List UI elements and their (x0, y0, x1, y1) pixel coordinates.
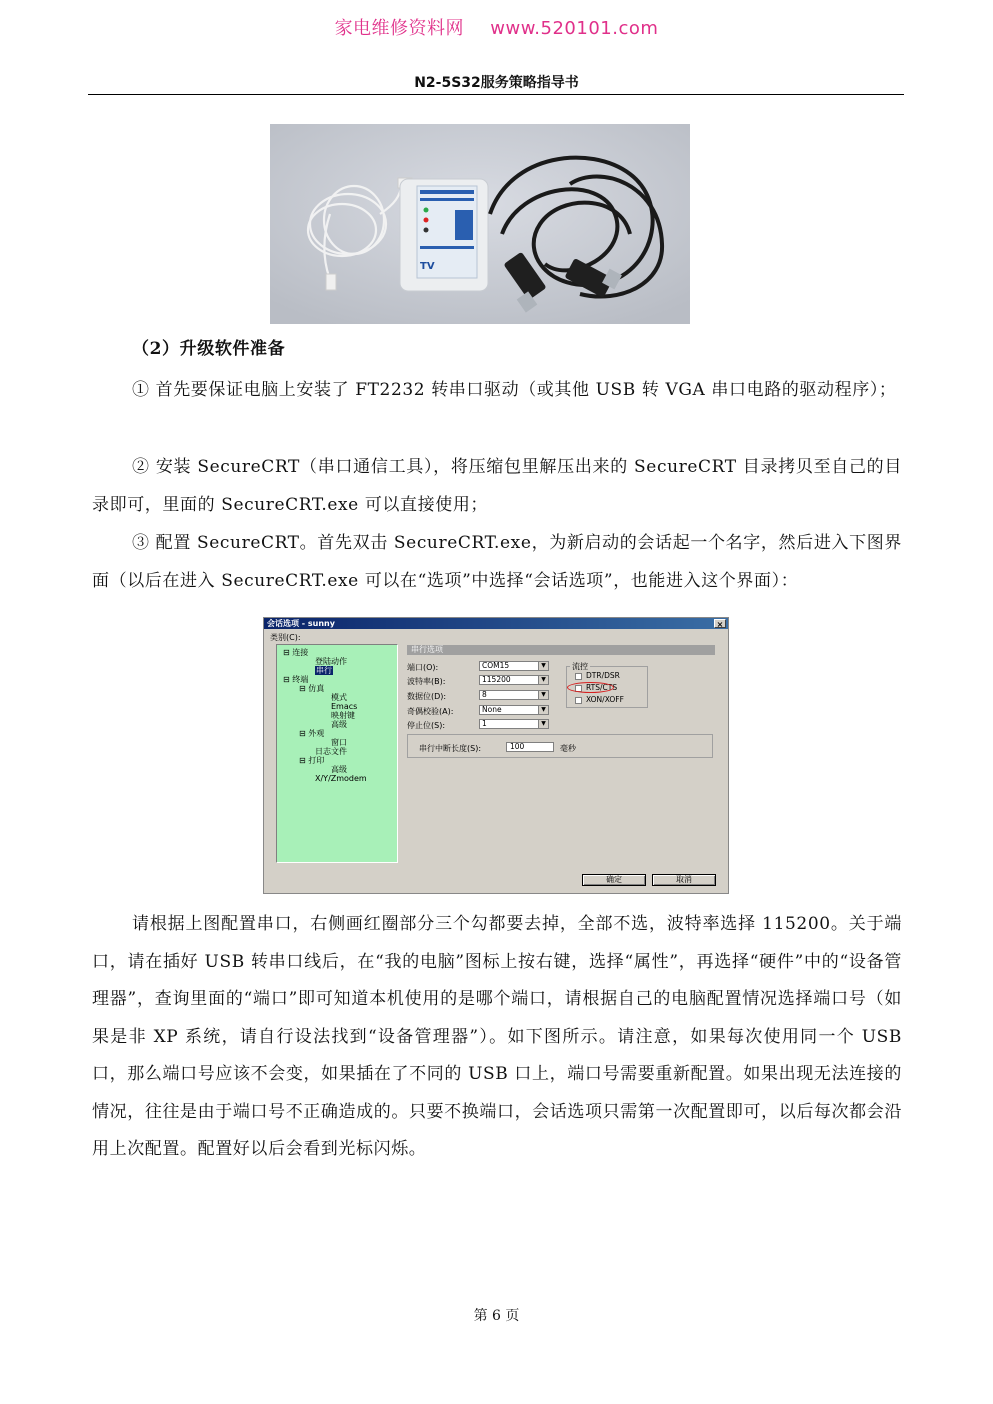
tree-item-window[interactable]: 窗口 (331, 738, 347, 747)
port-select[interactable]: COM15 ▼ (479, 661, 549, 671)
paragraph-step-2-text: ② 安装 SecureCRT（串口通信工具），将压缩包里解压出来的 SecureCRT 目录拷贝至自己的目录即可，里面的 SecureCRT.exe 可以直接使用； (92, 457, 902, 515)
dialog-title-bar (264, 618, 728, 629)
paragraph-step-3-text: ③ 配置 SecureCRT。首先双击 SecureCRT.exe，为新启动的会话起一个名字，然后进入下图界面（以后在进入 SecureCRT.exe 可以在“选项”中选择“会话选项”，也能进入这个界面）： (92, 533, 902, 591)
category-label: 类别(C): (270, 633, 301, 642)
paragraph-step-1-text: ① 首先要保证电脑上安装了 FT2232 转串口驱动（或其他 USB 转 VGA 串口电路的驱动程序）； (132, 380, 897, 400)
tree-item-terminal[interactable]: ⊟ 终端 (283, 675, 309, 684)
paragraph-serial-instructions (92, 906, 902, 1169)
chevron-down-icon: ▼ (538, 720, 548, 728)
usb-serial-adapter-photo (270, 124, 690, 324)
chevron-down-icon: ▼ (538, 691, 548, 699)
parity-label: 奇偶校验(A): (407, 707, 454, 716)
tree-item-serial[interactable]: 串行 (316, 666, 332, 675)
dialog-title: 会话选项 - sunny (267, 619, 335, 628)
tree-item-xyz-modem[interactable]: X/Y/Zmodem (315, 774, 367, 783)
paragraph-step-3 (92, 525, 902, 600)
xon-xoff-checkbox[interactable]: XON/XOFF (575, 696, 624, 704)
tree-item-log-file[interactable]: 日志文件 (315, 747, 347, 756)
flow-control-label: 流控 (572, 662, 588, 671)
paragraph-serial-instructions-text: 请根据上图配置串口，右侧画红圈部分三个勾都要去掉，全部不选，波特率选择 115200。关于端口，请在插好 USB 转串口线后，在“我的电脑”图标上按右键，选择“属性”，再选择“硬件”中的“设备管理器”，查询里面的“端口”即可知道本机使用的是哪个端口，请根据自己的电脑配置情况选择端口号（如果是非 XP 系统，请自行设法找到“设备管理器”）。如下图所示。请注意，如果每次使用同一个 USB 口，那么端口号应该不会变，如果插在了不同的 USB 口上，端口号需要重新配置。如果出现无法连接的情况，往往是由于端口号不正确造成的。只要不换端口，会话选项只需第一次配置即可，以后每次都会沿用上次配置。配置好以后会看到光标闪烁。 (92, 914, 902, 1159)
tree-item-advanced[interactable]: 高级 (331, 720, 347, 729)
baud-rate-label: 波特率(B): (407, 677, 446, 686)
tree-item-appearance[interactable]: ⊟ 外观 (299, 729, 325, 738)
break-length-unit: 毫秒 (560, 744, 576, 753)
ok-button[interactable]: 确定 (582, 874, 646, 886)
cancel-button[interactable]: 取消 (652, 874, 716, 886)
watermark-site-name: 家电维修资料网 (334, 18, 465, 39)
session-options-dialog (263, 617, 729, 894)
break-length-input[interactable]: 100 (506, 742, 554, 752)
tree-item-emulation[interactable]: ⊟ 仿真 (299, 684, 325, 693)
stop-bits-label: 停止位(S): (407, 721, 446, 730)
tree-item-modes[interactable]: 模式 (331, 693, 347, 702)
document-header-title: N2-5S32服务策略指导书 (414, 75, 579, 91)
watermark-url: www.520101.com (490, 18, 659, 39)
svg-text:TV: TV (420, 261, 435, 272)
header-divider (88, 94, 904, 95)
section-title: （2）升级软件准备 (132, 339, 286, 359)
break-length-label: 串行中断长度(S): (419, 744, 482, 753)
paragraph-step-2 (92, 449, 902, 524)
paragraph-step-1 (92, 372, 902, 410)
tree-item-connection[interactable]: ⊟ 连接 (283, 648, 309, 657)
rts-cts-checkbox[interactable]: RTS/CTS (575, 684, 617, 692)
dtr-dsr-checkbox[interactable]: DTR/DSR (575, 672, 620, 680)
stop-bits-select[interactable]: 1 ▼ (479, 719, 549, 729)
serial-options-header: 串行选项 (407, 645, 715, 655)
data-bits-label: 数据位(D): (407, 692, 447, 701)
red-highlight-circle (567, 682, 614, 693)
baud-rate-select[interactable]: 115200 ▼ (479, 675, 549, 685)
chevron-down-icon: ▼ (538, 662, 548, 670)
tree-item-mapped-keys[interactable]: 映射键 (331, 711, 355, 720)
close-icon[interactable]: × (714, 619, 726, 628)
category-tree[interactable] (276, 644, 398, 863)
chevron-down-icon: ▼ (538, 706, 548, 714)
data-bits-select[interactable]: 8 ▼ (479, 690, 549, 700)
tree-item-printing[interactable]: ⊟ 打印 (299, 756, 325, 765)
port-label: 端口(O): (407, 663, 439, 672)
adapter-photo-drawing (270, 124, 690, 324)
watermark (0, 14, 993, 40)
parity-select[interactable]: None ▼ (479, 705, 549, 715)
tree-item-logon-actions[interactable]: 登陆动作 (315, 657, 347, 666)
chevron-down-icon: ▼ (538, 676, 548, 684)
page-number: 第 6 页 (473, 1308, 520, 1324)
tree-item-print-advanced[interactable]: 高级 (331, 765, 347, 774)
tree-item-emacs[interactable]: Emacs (331, 702, 358, 711)
